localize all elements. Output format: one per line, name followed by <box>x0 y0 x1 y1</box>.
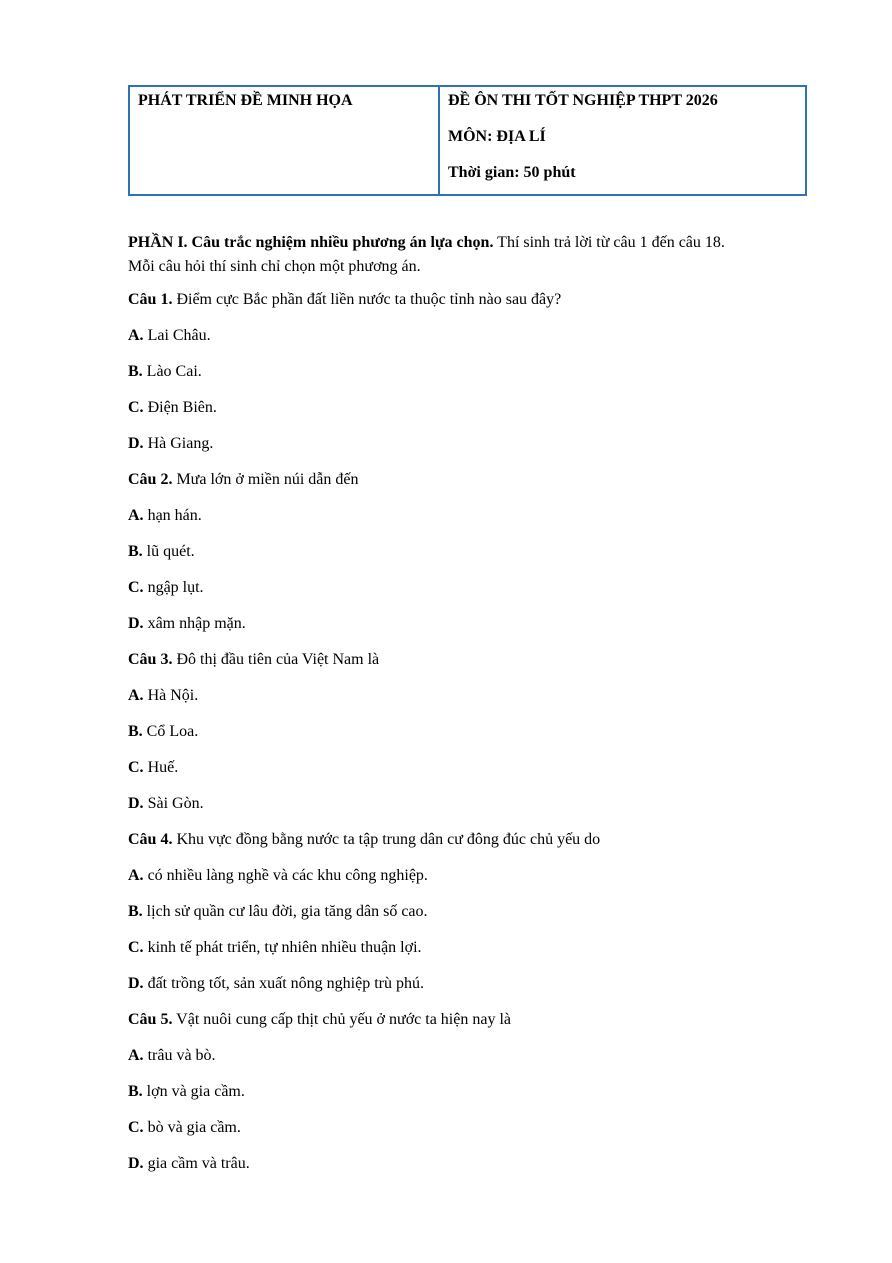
header-right-cell <box>440 87 805 194</box>
exam-time: Thời gian: 50 phút <box>448 164 576 181</box>
option-text: Lai Châu. <box>143 327 211 344</box>
question-2 <box>128 469 810 649</box>
option-text: đất trồng tốt, sản xuất nông nghiệp trù phú. <box>143 975 424 992</box>
question-label: Câu 1. <box>128 291 173 308</box>
option-text: gia cầm và trâu. <box>143 1155 250 1172</box>
part-title: PHẦN I. Câu trắc nghiệm nhiều phương án lựa chọn. <box>128 234 494 251</box>
option-d <box>128 793 810 829</box>
part-instruction: Thí sinh trả lời từ câu 1 đến câu 18. <box>493 234 725 251</box>
option-c <box>128 937 810 973</box>
question-3 <box>128 649 810 829</box>
exam-header-table <box>128 85 807 196</box>
option-text: Lào Cai. <box>142 363 202 380</box>
option-text: lợn và gia cầm. <box>142 1083 245 1100</box>
option-d <box>128 1153 810 1189</box>
option-letter: A. <box>128 687 144 704</box>
option-b <box>128 1081 810 1117</box>
option-letter: D. <box>128 795 144 812</box>
option-letter: B. <box>128 1083 143 1100</box>
option-text: Huế. <box>143 759 179 776</box>
question-label: Câu 3. <box>128 651 173 668</box>
option-c <box>128 577 810 613</box>
option-letter: A. <box>128 867 144 884</box>
option-letter: A. <box>128 1047 144 1064</box>
option-text: Sài Gòn. <box>143 795 204 812</box>
option-letter: C. <box>128 399 144 416</box>
question-label: Câu 4. <box>128 831 173 848</box>
question-text: Vật nuôi cung cấp thịt chủ yếu ở nước ta hiện nay là <box>172 1011 511 1028</box>
exam-title: ĐỀ ÔN THI TỐT NGHIỆP THPT 2026 <box>448 92 718 109</box>
question-stem <box>128 1009 810 1045</box>
option-text: hạn hán. <box>143 507 202 524</box>
option-b <box>128 361 810 397</box>
option-a <box>128 505 810 541</box>
part-instruction-2: Mỗi câu hỏi thí sinh chỉ chọn một phương án. <box>128 258 421 275</box>
question-text: Mưa lớn ở miền núi dẫn đến <box>172 471 359 488</box>
question-label: Câu 2. <box>128 471 173 488</box>
option-letter: B. <box>128 363 143 380</box>
option-text: Hà Nội. <box>143 687 199 704</box>
header-left-cell <box>130 87 440 194</box>
option-letter: D. <box>128 615 144 632</box>
question-text: Đô thị đầu tiên của Việt Nam là <box>172 651 380 668</box>
option-text: ngập lụt. <box>143 579 204 596</box>
option-text: xâm nhập mặn. <box>143 615 246 632</box>
option-text: Hà Giang. <box>143 435 214 452</box>
question-stem <box>128 469 810 505</box>
option-letter: B. <box>128 903 143 920</box>
option-a <box>128 685 810 721</box>
option-letter: A. <box>128 327 144 344</box>
option-text: có nhiều làng nghề và các khu công nghiệp. <box>143 867 428 884</box>
option-c <box>128 757 810 793</box>
exam-subject: MÔN: ĐỊA LÍ <box>448 128 546 145</box>
option-letter: D. <box>128 435 144 452</box>
option-c <box>128 397 810 433</box>
option-text: kinh tế phát triển, tự nhiên nhiều thuận lợi. <box>143 939 422 956</box>
option-letter: D. <box>128 975 144 992</box>
option-letter: C. <box>128 939 144 956</box>
option-b <box>128 721 810 757</box>
option-letter: D. <box>128 1155 144 1172</box>
option-text: lũ quét. <box>142 543 195 560</box>
option-letter: C. <box>128 1119 144 1136</box>
option-b <box>128 541 810 577</box>
question-stem <box>128 649 810 685</box>
header-left-title: PHÁT TRIỂN ĐỀ MINH HỌA <box>138 92 353 109</box>
option-letter: C. <box>128 579 144 596</box>
option-a <box>128 1045 810 1081</box>
option-text: bò và gia cầm. <box>143 1119 241 1136</box>
option-a <box>128 325 810 361</box>
option-letter: A. <box>128 507 144 524</box>
exam-content <box>128 231 810 1189</box>
option-letter: B. <box>128 723 143 740</box>
question-4 <box>128 829 810 1009</box>
option-text: Cổ Loa. <box>142 723 199 740</box>
option-c <box>128 1117 810 1153</box>
option-d <box>128 433 810 469</box>
question-stem <box>128 289 810 325</box>
option-letter: C. <box>128 759 144 776</box>
question-label: Câu 5. <box>128 1011 173 1028</box>
option-letter: B. <box>128 543 143 560</box>
option-b <box>128 901 810 937</box>
option-d <box>128 613 810 649</box>
question-stem <box>128 829 810 865</box>
question-text: Khu vực đồng bằng nước ta tập trung dân cư đông đúc chủ yếu do <box>172 831 601 848</box>
option-a <box>128 865 810 901</box>
option-text: Điện Biên. <box>143 399 217 416</box>
option-d <box>128 973 810 1009</box>
question-1 <box>128 289 810 469</box>
part-intro <box>128 231 810 279</box>
option-text: lịch sử quần cư lâu đời, gia tăng dân số cao. <box>142 903 428 920</box>
option-text: trâu và bò. <box>143 1047 216 1064</box>
question-5 <box>128 1009 810 1189</box>
question-text: Điểm cực Bắc phần đất liền nước ta thuộc tỉnh nào sau đây? <box>172 291 562 308</box>
